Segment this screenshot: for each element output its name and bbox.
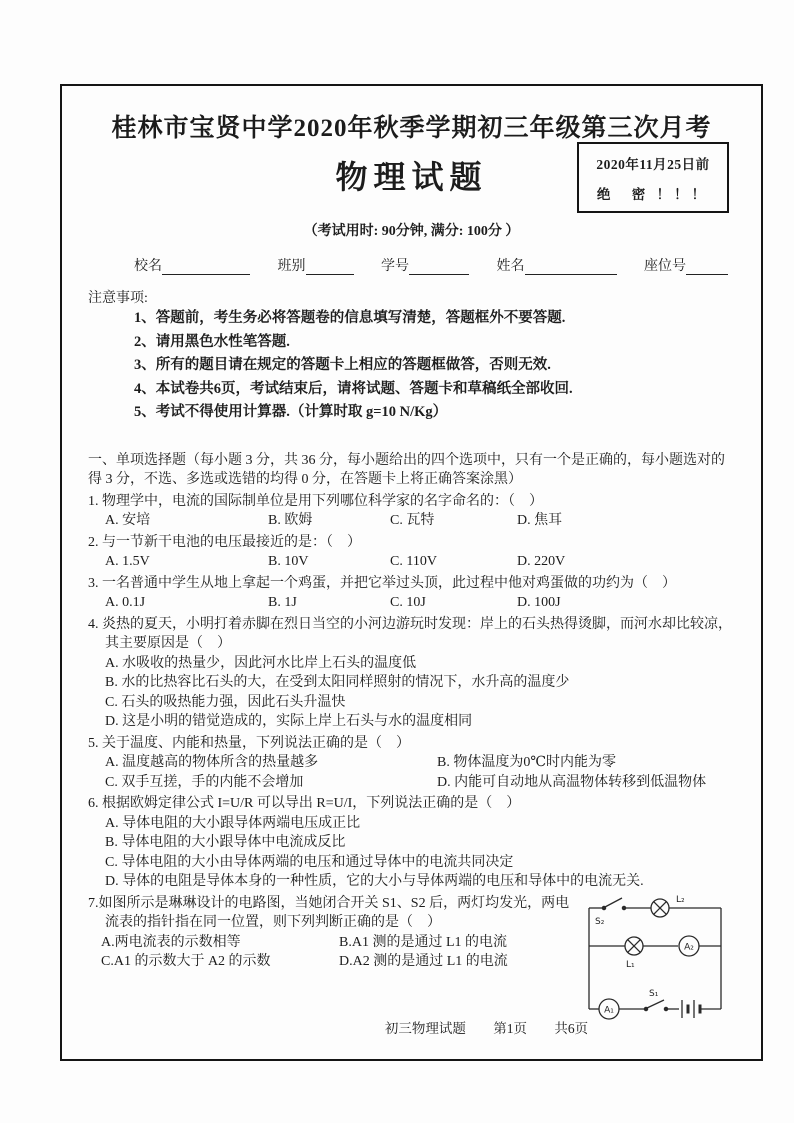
- exam-title: 桂林市宝贤中学2020年秋季学期初三年级第三次月考: [111, 115, 712, 142]
- question-6: [88, 794, 735, 892]
- option: D. 内能可自动地从高温物体转移到低温物体: [437, 774, 707, 790]
- option: C. 双手互搓，手的内能不会增加: [105, 774, 304, 790]
- switch-blade-S2: [605, 898, 622, 907]
- option: C.A1 的示数大于 A2 的示数: [101, 954, 271, 969]
- label-S2: S₂: [595, 916, 605, 927]
- secret-date: 2020年11月25日前: [596, 157, 710, 172]
- circuit-figure: [579, 894, 735, 1029]
- question-7: [88, 894, 735, 1029]
- section-heading: 一、单项选择题（每小题 3 分，共 36 分，每小题给出的四个选项中，只有一个是正确的，每小题选对的得 3 分，不选、多选或选错的均得 0 分，在答题卡上将正确答案涂黑）: [88, 452, 725, 487]
- note-item: 3、所有的题目请在规定的答题卡上相应的答题框做答，否则无效.: [134, 357, 551, 373]
- lamp-cross: [628, 939, 641, 952]
- question-stem: 1. 物理学中，电流的国际制单位是用下列哪位科学家的名字命名的：（ ）: [88, 493, 543, 509]
- option: B. 1J: [268, 595, 297, 610]
- label-A2: A₂: [684, 942, 695, 952]
- note-item: 2、请用黑色水性笔答题.: [134, 333, 290, 350]
- footer-page-number: 第1页: [493, 1021, 527, 1036]
- option: A. 1.5V: [105, 554, 150, 569]
- question-4: [88, 615, 735, 732]
- note-item: 1、答题前，考生务必将答题卷的信息填写清楚，答题框外不要答题.: [134, 310, 566, 326]
- question-options: [88, 511, 735, 531]
- option: B. 物体温度为0℃时内能为零: [437, 755, 616, 770]
- field-class-blank: [306, 260, 354, 275]
- question-stem: 6. 根据欧姆定律公式 I=U/R 可以导出 R=U/I，下列说法正确的是（ ）: [88, 796, 521, 811]
- option: A.两电流表的示数相等: [101, 934, 241, 950]
- field-school: 校名: [134, 259, 250, 274]
- field-number: 学号: [381, 259, 469, 274]
- page-border-frame: [60, 84, 763, 1061]
- question-stem: 2. 与一节新干电池的电压最接近的是：（ ）: [88, 534, 361, 550]
- question-1: [88, 492, 735, 531]
- footer-page-total: 共6页: [554, 1021, 589, 1036]
- notes-title: 注意事项:: [88, 291, 148, 306]
- question-options: [88, 814, 735, 892]
- question-options: [88, 552, 735, 572]
- note-item: 5、考试不得使用计算器.（计算时取 g=10 N/Kg）: [134, 404, 448, 420]
- question-7-text: [88, 894, 579, 972]
- field-name-blank: [525, 260, 617, 275]
- option: C. 导体电阻的大小由导体两端的电压和通过导体中的电流共同决定: [105, 854, 514, 870]
- option: B. 欧姆: [268, 513, 313, 528]
- footer-doc-title: 初三物理试题: [384, 1021, 466, 1036]
- option: B. 10V: [268, 554, 309, 569]
- option: D. 100J: [517, 595, 561, 610]
- option: C. 石头的吸热能力强，因此石头升温快: [105, 694, 346, 710]
- question-stem: 3. 一名普通中学生从地上拿起一个鸡蛋，并把它举过头顶，此过程中他对鸡蛋做的功约为（ ）: [88, 575, 676, 591]
- question-2: [88, 533, 735, 572]
- switch-contact: [665, 1007, 668, 1010]
- field-number-blank: [409, 260, 469, 275]
- secret-label: 绝 密 ！！！: [596, 187, 710, 202]
- field-seat-blank: [686, 260, 728, 275]
- option: A. 0.1J: [105, 595, 146, 610]
- question-options: [88, 593, 735, 613]
- subject-row: [88, 156, 735, 208]
- option: A. 温度越高的物体所含的热量越多: [105, 755, 319, 770]
- switch-blade-S1: [647, 1000, 664, 1008]
- option: D. 焦耳: [517, 513, 563, 528]
- question-options: [88, 933, 579, 972]
- option: D.A2 测的是通过 L1 的电流: [339, 954, 508, 969]
- lamp-cross: [654, 901, 667, 914]
- option: B. 水的比热容比石头的大，在受到太阳同样照射的情况下，水升高的温度少: [105, 675, 570, 690]
- question-3: [88, 574, 735, 613]
- label-L1: L₁: [626, 959, 635, 970]
- subject-title: 物理试题: [335, 159, 488, 195]
- option: C. 10J: [390, 595, 426, 610]
- option: C. 瓦特: [390, 513, 435, 528]
- switch-contact: [623, 906, 626, 909]
- question-options: [88, 654, 735, 732]
- field-seat: 座位号: [644, 259, 728, 274]
- option: A. 水吸收的热量少，因此河水比岸上石头的温度低: [105, 655, 417, 671]
- option: A. 导体电阻的大小跟导体两端电压成正比: [105, 815, 361, 831]
- question-stem: 5. 关于温度、内能和热量，下列说法正确的是（ ）: [88, 735, 410, 751]
- question-stem: 4. 炎热的夏天，小明打着赤脚在烈日当空的小河边游玩时发现：岸上的石头热得烫脚，而河水却比较凉，其主要原因是（ ）: [88, 616, 732, 651]
- option: B.A1 测的是通过 L1 的电流: [339, 934, 507, 950]
- note-item: 4、本试卷共6页，考试结束后，请将试题、答题卡和草稿纸全部收回.: [134, 380, 573, 397]
- exam-info: （考试用时: 90分钟, 满分: 100分 ）: [303, 224, 520, 239]
- label-A1: A₁: [604, 1005, 615, 1015]
- label-L2: L₂: [676, 894, 685, 905]
- option: A. 安培: [105, 513, 151, 528]
- option: D. 这是小明的错觉造成的，实际上岸上石头与水的温度相同: [105, 714, 473, 729]
- option: C. 110V: [390, 554, 437, 569]
- question-5: [88, 734, 735, 793]
- label-S1: S₁: [649, 988, 659, 999]
- field-class: 班别: [278, 259, 354, 274]
- option: B. 导体电阻的大小跟导体中电流成反比: [105, 835, 346, 850]
- question-stem: 7.如图所示是琳琳设计的电路图，当她闭合开关 S1、S2 后，两灯均发光，两电流表的指针指在同一位置，则下列判断正确的是（ ）: [88, 895, 570, 930]
- field-name: 姓名: [497, 259, 617, 274]
- option: D. 导体的电阻是导体本身的一种性质，它的大小与导体两端的电压和导体中的电流无关.: [105, 874, 644, 889]
- question-options: [88, 753, 735, 792]
- circuit-diagram-icon: [579, 894, 731, 1022]
- page-footer: [62, 1017, 761, 1037]
- secret-stamp-box: [577, 142, 729, 213]
- notes-list: [88, 307, 735, 425]
- option: D. 220V: [517, 554, 566, 569]
- field-school-blank: [162, 260, 250, 275]
- student-info-fields: [88, 255, 735, 275]
